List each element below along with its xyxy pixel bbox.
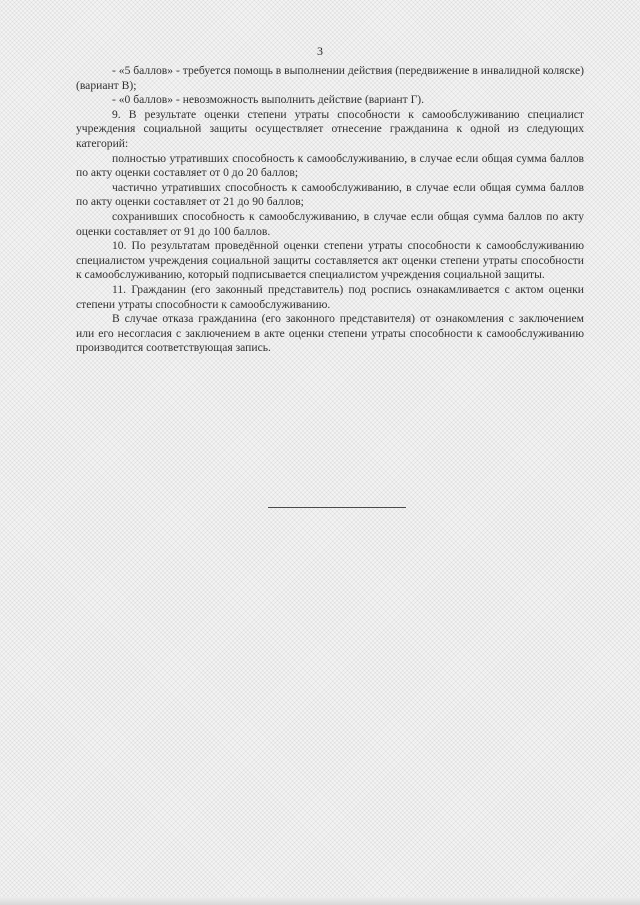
end-divider-line [268, 507, 406, 508]
paragraph-10: 10. По результатам проведённой оценки степени утраты способности к самообслуживанию специалистом учреждения социальной защиты составляется акт оценки степени утраты способности к самообслуживанию, который подписывается специалистом учреждения социальной защиты. [76, 239, 584, 282]
page-number: 3 [317, 44, 323, 58]
document-body [76, 64, 584, 356]
paragraph-9: 9. В результате оценки степени утраты способности к самообслуживанию специалист учреждения социальной защиты осуществляет отнесение гражданина к одной из следующих категорий: [76, 107, 584, 150]
category-partially-lost: частично утративших способность к самообслуживанию, в случае если общая сумма баллов по акту оценки составляет от 21 до 90 баллов; [76, 180, 584, 209]
paragraph-5-points: - «5 баллов» - требуется помощь в выполнении действия (передвижение в инвалидной коляске) (вариант В); [76, 64, 584, 92]
scan-bottom-edge [0, 897, 640, 905]
paragraph-refusal: В случае отказа гражданина (его законного представителя) от ознакомления с заключением или его несогласия с заключением в акте оценки степени утраты способности к самообслуживанию производится соответствующая запись. [76, 312, 584, 355]
category-retained: сохранивших способность к самообслуживанию, в случае если общая сумма баллов по акту оценки составляет от 91 до 100 баллов. [76, 209, 584, 238]
paragraph-11: 11. Гражданин (его законный представитель) под роспись ознакамливается с актом оценки степени утраты способности к самообслуживанию. [76, 282, 584, 311]
paragraph-0-points: - «0 баллов» - невозможность выполнить действие (вариант Г). [112, 93, 425, 107]
category-fully-lost: полностью утративших способность к самообслуживанию, в случае если общая сумма баллов по акту оценки составляет от 0 до 20 баллов; [76, 151, 584, 180]
